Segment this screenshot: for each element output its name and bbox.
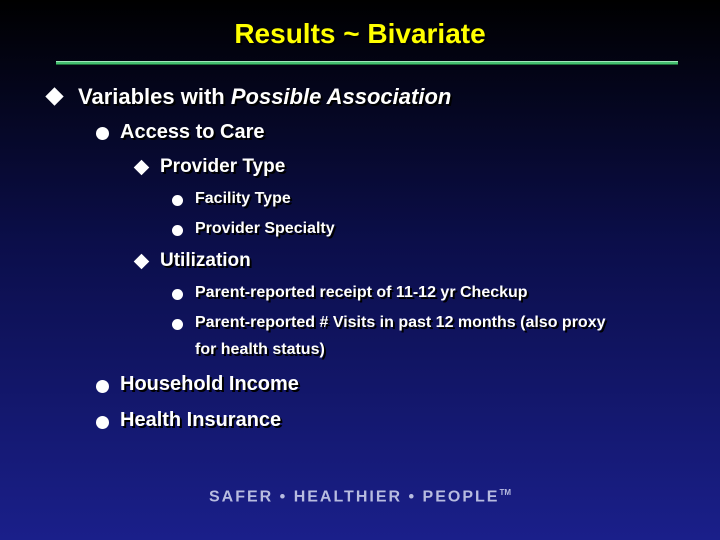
diamond-bullet-icon <box>134 254 150 270</box>
item-facility-type: Facility Type <box>195 190 291 207</box>
item-health-insurance: Health Insurance <box>120 409 282 431</box>
heading-italic: Possible Association <box>230 84 452 109</box>
item-household-income: Household Income <box>120 373 299 395</box>
footer-text: SAFER • HEALTHIER • PEOPLE <box>208 488 500 506</box>
dot-bullet-icon <box>96 416 109 429</box>
item-visits-line-1: Parent-reported # Visits in past 12 months (also proxy <box>195 314 606 331</box>
item-provider-type: Provider Type <box>160 156 286 177</box>
title-divider <box>56 61 678 65</box>
item-utilization: Utilization <box>160 250 251 271</box>
slide-title: Results ~ Bivariate <box>234 18 486 49</box>
item-access-to-care: Access to Care <box>120 121 265 143</box>
dot-bullet-icon <box>96 127 109 140</box>
item-checkup: Parent-reported receipt of 11-12 yr Checkup <box>195 284 528 301</box>
item-provider-specialty: Provider Specialty <box>195 220 335 237</box>
dot-bullet-icon <box>172 195 183 206</box>
diamond-bullet-icon <box>134 160 150 176</box>
dot-bullet-icon <box>172 289 183 300</box>
footer-tagline <box>0 488 720 506</box>
dot-bullet-icon <box>172 319 183 330</box>
dot-bullet-icon <box>172 225 183 236</box>
heading-plain: Variables with <box>78 84 231 109</box>
diamond-bullet-icon <box>45 87 63 105</box>
item-visits-line-2: for health status) <box>195 341 325 358</box>
trademark-mark: TM <box>499 488 512 497</box>
dot-bullet-icon <box>96 380 109 393</box>
main-heading <box>78 84 451 110</box>
